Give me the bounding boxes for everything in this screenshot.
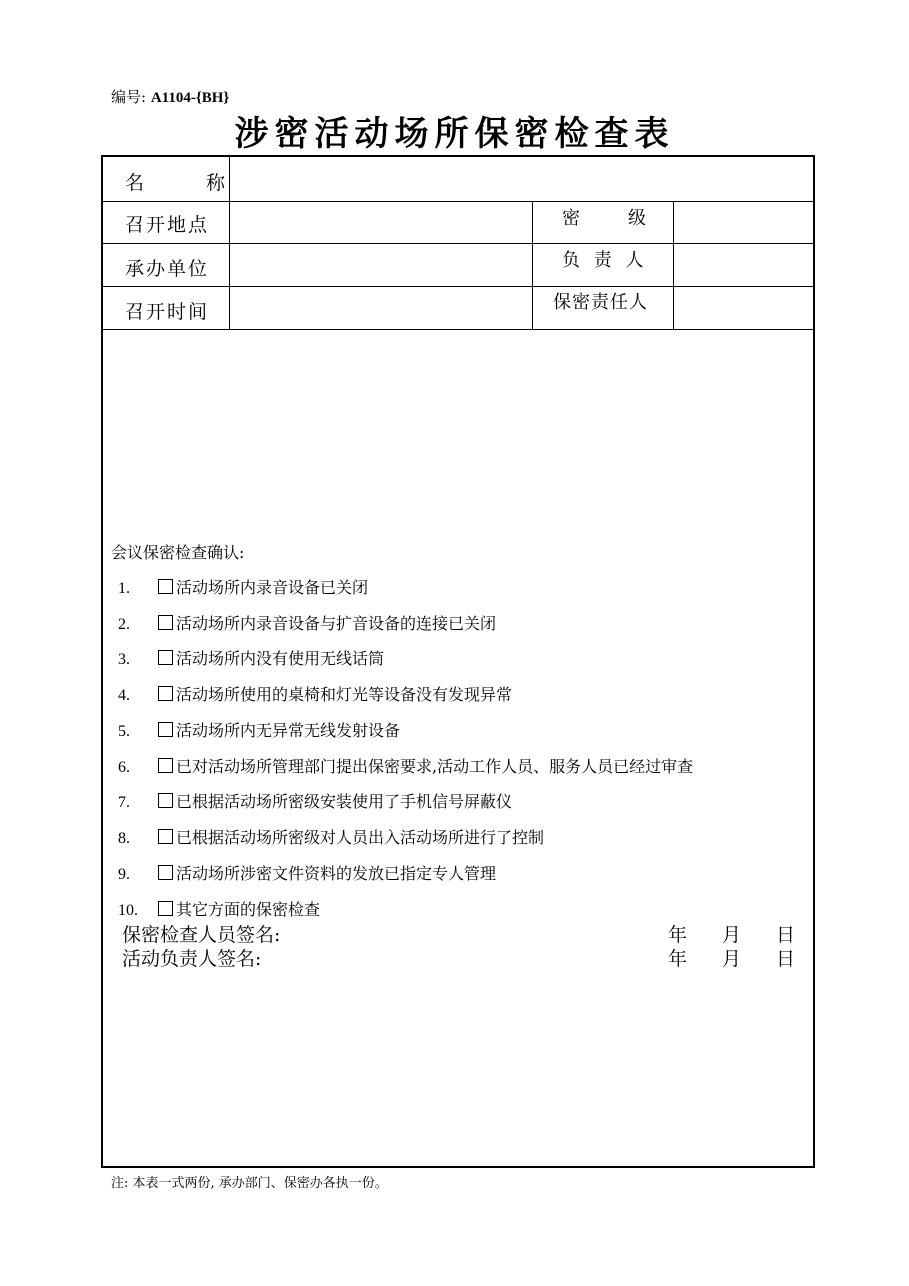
checklist-item: [118, 825, 544, 848]
item-text: 已根据活动场所密级安装使用了手机信号屏蔽仪: [176, 792, 513, 811]
checklist-item: [118, 789, 512, 812]
item-text: 已根据活动场所密级对人员出入活动场所进行了控制: [176, 828, 545, 847]
checklist-item: [118, 861, 496, 884]
column-divider: [673, 201, 674, 329]
year-label: 年: [668, 948, 688, 970]
serial-value: A1104-{BH}: [150, 90, 230, 106]
item-number: 2.: [118, 616, 130, 633]
name-label: 名 称: [125, 172, 234, 194]
footer-note: 注: 本表一式两份, 承办部门、保密办各执一份。: [111, 1176, 388, 1191]
time-field[interactable]: [231, 288, 531, 328]
security-officer-label: 保密责任人: [553, 292, 648, 313]
row-divider: [101, 243, 813, 244]
page-title: 涉密活动场所保密检查表: [234, 114, 675, 154]
checklist-item: [118, 646, 384, 669]
checkbox[interactable]: [158, 829, 173, 844]
item-text: 其它方面的保密检查: [176, 900, 321, 919]
checklist-item: [118, 682, 512, 705]
item-text: 活动场所内录音设备已关闭: [176, 578, 369, 597]
checklist-item: [118, 897, 320, 920]
row-divider: [101, 201, 813, 202]
item-number: 7.: [118, 794, 130, 811]
item-number: 4.: [118, 687, 130, 704]
month-label: 月: [722, 924, 742, 946]
person-in-charge-field[interactable]: [675, 245, 811, 285]
venue-field[interactable]: [231, 203, 531, 242]
leader-signature-label: 活动负责人签名:: [122, 948, 262, 970]
security-officer-field[interactable]: [675, 288, 811, 328]
secret-level-field[interactable]: [675, 203, 811, 242]
inspector-signature-label: 保密检查人员签名:: [122, 924, 281, 946]
item-number: 3.: [118, 651, 130, 668]
year-label: 年: [668, 924, 688, 946]
day-label: 日: [776, 948, 796, 970]
column-divider: [532, 201, 533, 329]
serial-label: 编号:: [111, 88, 147, 106]
host-unit-field[interactable]: [231, 245, 531, 285]
item-number: 5.: [118, 723, 130, 740]
serial-number: [111, 86, 229, 107]
checkbox[interactable]: [158, 650, 173, 665]
checkbox[interactable]: [158, 793, 173, 808]
checklist-item: [118, 718, 400, 741]
secret-level-label: 密 级: [562, 208, 650, 229]
checklist-item: [118, 611, 496, 634]
name-field[interactable]: [231, 157, 811, 200]
checkbox[interactable]: [158, 579, 173, 594]
checkbox[interactable]: [158, 615, 173, 630]
month-label: 月: [722, 948, 742, 970]
item-text: 已对活动场所管理部门提出保密要求,活动工作人员、服务人员已经过审查: [176, 757, 694, 776]
checklist-item: [118, 754, 693, 777]
item-number: 9.: [118, 866, 130, 883]
checkbox[interactable]: [158, 722, 173, 737]
person-in-charge-label: 负 责 人: [562, 250, 648, 271]
item-text: 活动场所涉密文件资料的发放已指定专人管理: [176, 864, 497, 883]
row-divider: [101, 286, 813, 287]
checklist-item: [118, 575, 368, 598]
leader-date: [668, 944, 798, 968]
item-number: 10.: [118, 902, 138, 919]
checkbox[interactable]: [158, 758, 173, 773]
item-number: 6.: [118, 759, 130, 776]
checkbox[interactable]: [158, 865, 173, 880]
item-text: 活动场所内录音设备与扩音设备的连接已关闭: [176, 614, 497, 633]
inspector-date: [668, 920, 798, 944]
item-text: 活动场所使用的桌椅和灯光等设备没有发现异常: [176, 685, 513, 704]
item-number: 8.: [118, 830, 130, 847]
checkbox[interactable]: [158, 901, 173, 916]
time-label: 召开时间: [125, 301, 210, 323]
checkbox[interactable]: [158, 686, 173, 701]
checklist-title: 会议保密检查确认:: [111, 543, 245, 562]
venue-label: 召开地点: [125, 214, 210, 236]
day-label: 日: [776, 924, 796, 946]
item-text: 活动场所内无异常无线发射设备: [176, 721, 401, 740]
row-divider: [101, 329, 813, 330]
item-number: 1.: [118, 580, 130, 597]
item-text: 活动场所内没有使用无线话筒: [176, 649, 385, 668]
host-unit-label: 承办单位: [125, 258, 210, 280]
